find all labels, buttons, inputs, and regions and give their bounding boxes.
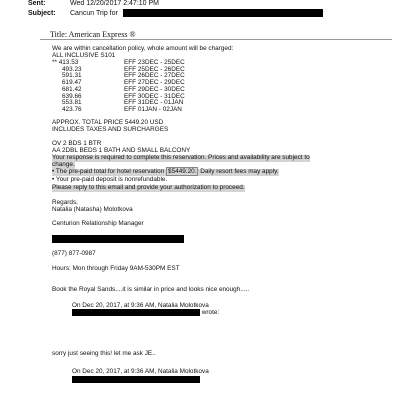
- sent-row: [28, 0, 159, 8]
- total-includes: INCLUDES TAXES AND SURCHARGES: [52, 126, 169, 133]
- rate-period: EFF 29DEC - 30DEC: [124, 85, 185, 93]
- bullet-prepaid-text: • The pre-paid total for hotel reservation: [52, 168, 165, 175]
- signature-regards: Regards,: [52, 199, 78, 206]
- rate-period: EFF 25DEC - 26DEC: [124, 65, 185, 73]
- rate-period: EFF 01JAN - 02JAN: [124, 105, 182, 113]
- signature-phone: (877) 877-0987: [52, 250, 96, 257]
- divider: [40, 39, 392, 40]
- intro-line-1: We are within cancellation policy, whole amount will be charged:: [52, 45, 234, 52]
- room-description: AA 2DBL BEDS 1 BATH AND SMALL BALCONY: [52, 147, 191, 154]
- subject-label: Subject:: [28, 9, 56, 17]
- rate-period: EFF 31DEC - 01JAN: [124, 99, 184, 107]
- subject-value: Cancun Trip for: [70, 9, 118, 17]
- rate-amount: ** 413.53: [52, 59, 79, 66]
- redaction-subject: [123, 9, 323, 17]
- rate-amount: 681.42: [62, 85, 82, 93]
- response-required: Your response is required to complete this reservation. Prices and availability are subject to: [52, 154, 310, 161]
- signature-name: Natalia (Natasha) Molotkova: [52, 206, 133, 213]
- quote-header-2: [72, 368, 209, 375]
- signature-hours: Hours: Mon through Friday 9AM-530PM EST: [52, 265, 180, 272]
- quote-1-text: On Dec 20, 2017, at 9:36 AM, Natalia Molotkova: [72, 302, 209, 309]
- room-code: OV 2 BDS 1 BTR: [52, 140, 102, 147]
- rate-amount: 619.47: [62, 79, 82, 87]
- bullet-prepaid-total: [52, 169, 279, 176]
- rate-row: [52, 107, 182, 114]
- quote-1-wrote: wrote:: [201, 309, 220, 317]
- rate-period: EFF 26DEC - 27DEC: [124, 72, 185, 80]
- rate-amount: 553.81: [62, 99, 82, 107]
- signature-role: Centurion Relationship Manager: [52, 220, 144, 227]
- rate-amount: 423.76: [62, 105, 82, 113]
- quote-header-1: [72, 302, 209, 309]
- reply-book-royal-sands: Book the Royal Sands....it is similar in price and looks nice enough.....: [52, 286, 250, 293]
- sent-label: Sent:: [28, 0, 46, 7]
- reply-sorry: sorry just seeing this! let me ask JE..: [52, 350, 156, 357]
- reply-request: Please reply to this email and provide your authorization to proceed.: [52, 184, 245, 191]
- rate-amount: 493.23: [62, 65, 82, 73]
- email-title: Title: American Express ®: [50, 30, 136, 39]
- prepaid-amount: $5449.20.: [168, 168, 197, 175]
- redaction-email-1: [72, 309, 200, 316]
- rate-amount: 639.66: [62, 92, 82, 100]
- rate-period: EFF 27DEC - 29DEC: [124, 79, 185, 87]
- intro-line-2: ALL INCLUSIVE S101: [52, 52, 116, 59]
- bullet-resort-fees: Daily resort fees may apply.: [200, 168, 279, 175]
- rate-amount: 591.31: [62, 72, 82, 80]
- rate-period: EFF 23DEC - 25DEC: [124, 59, 185, 66]
- bullet-nonrefundable: • Your pre-paid deposit is nonrefundable.: [52, 176, 168, 183]
- response-required-cont: change.: [52, 161, 75, 168]
- total-price: APPROX. TOTAL PRICE 5449.20 USD: [52, 119, 164, 126]
- rate-period: EFF 30DEC - 31DEC: [124, 92, 185, 100]
- redaction-email-2: [72, 376, 200, 383]
- redaction-contact: [52, 235, 184, 243]
- subject-row: [28, 9, 323, 18]
- quote-2-text: On Dec 20, 2017, at 9:36 AM, Natalia Molotkova: [72, 368, 209, 375]
- quote-header-1-line2: [72, 309, 219, 316]
- sent-value: Wed 12/20/2017 2:47:10 PM: [70, 0, 159, 7]
